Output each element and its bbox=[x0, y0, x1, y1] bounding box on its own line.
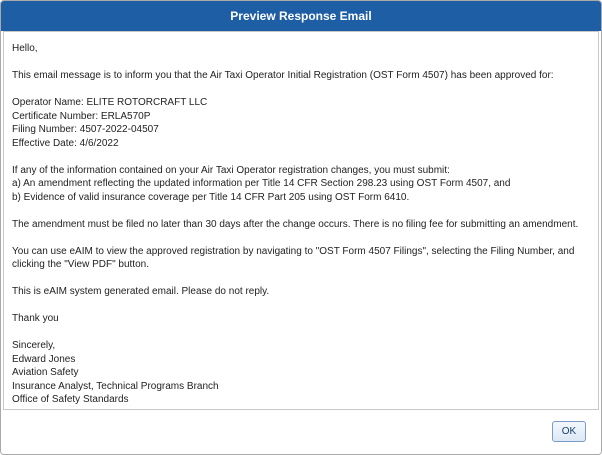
certificate-number-line: Certificate Number: ERLA570P bbox=[12, 110, 151, 122]
email-signature bbox=[12, 339, 590, 407]
changes-intro-line: If any of the information contained on your Air Taxi Operator registration changes, you must submit: bbox=[12, 164, 450, 176]
dialog-title: Preview Response Email bbox=[230, 9, 372, 23]
email-system-note: This is eAIM system generated email. Please do not reply. bbox=[12, 286, 270, 297]
signature-office: Office of Safety Standards bbox=[12, 394, 129, 405]
signature-closing: Sincerely, bbox=[12, 340, 56, 351]
ok-button[interactable]: OK bbox=[552, 421, 586, 442]
filing-number-line: Filing Number: 4507-2022-04507 bbox=[12, 124, 159, 135]
changes-amendment-line: a) An amendment reflecting the updated information per Title 14 CFR Section 298.23 using OST Form 4507, and bbox=[12, 178, 511, 189]
email-intro: This email message is to inform you that the Air Taxi Operator Initial Registration (OST Form 4507) has been approved for: bbox=[12, 70, 554, 81]
email-eaim-note: You can use eAIM to view the approved registration by navigating to "OST Form 4507 Filings", selecting the Filing Number, and clicking the "View PDF" button. bbox=[12, 245, 575, 270]
email-preview-panel[interactable] bbox=[3, 31, 599, 410]
changes-insurance-line: b) Evidence of valid insurance coverage per Title 14 CFR Part 205 using OST Form 6410. bbox=[12, 191, 410, 203]
signature-title: Insurance Analyst, Technical Programs Branch bbox=[12, 380, 219, 392]
email-thanks: Thank you bbox=[12, 313, 59, 324]
email-details bbox=[12, 96, 590, 150]
email-amendment-note: The amendment must be filed no later than 30 days after the change occurs. There is no filing fee for submitting an amendment. bbox=[12, 218, 579, 230]
dialog-titlebar bbox=[1, 1, 601, 31]
effective-date-line: Effective Date: 4/6/2022 bbox=[12, 137, 119, 149]
operator-name-line: Operator Name: ELITE ROTORCRAFT LLC bbox=[12, 97, 208, 108]
dialog-footer bbox=[1, 411, 601, 454]
signature-org: Aviation Safety bbox=[12, 367, 79, 378]
email-body bbox=[12, 42, 590, 407]
signature-name: Edward Jones bbox=[12, 353, 76, 365]
email-changes bbox=[12, 164, 590, 205]
email-greeting: Hello, bbox=[12, 43, 38, 54]
